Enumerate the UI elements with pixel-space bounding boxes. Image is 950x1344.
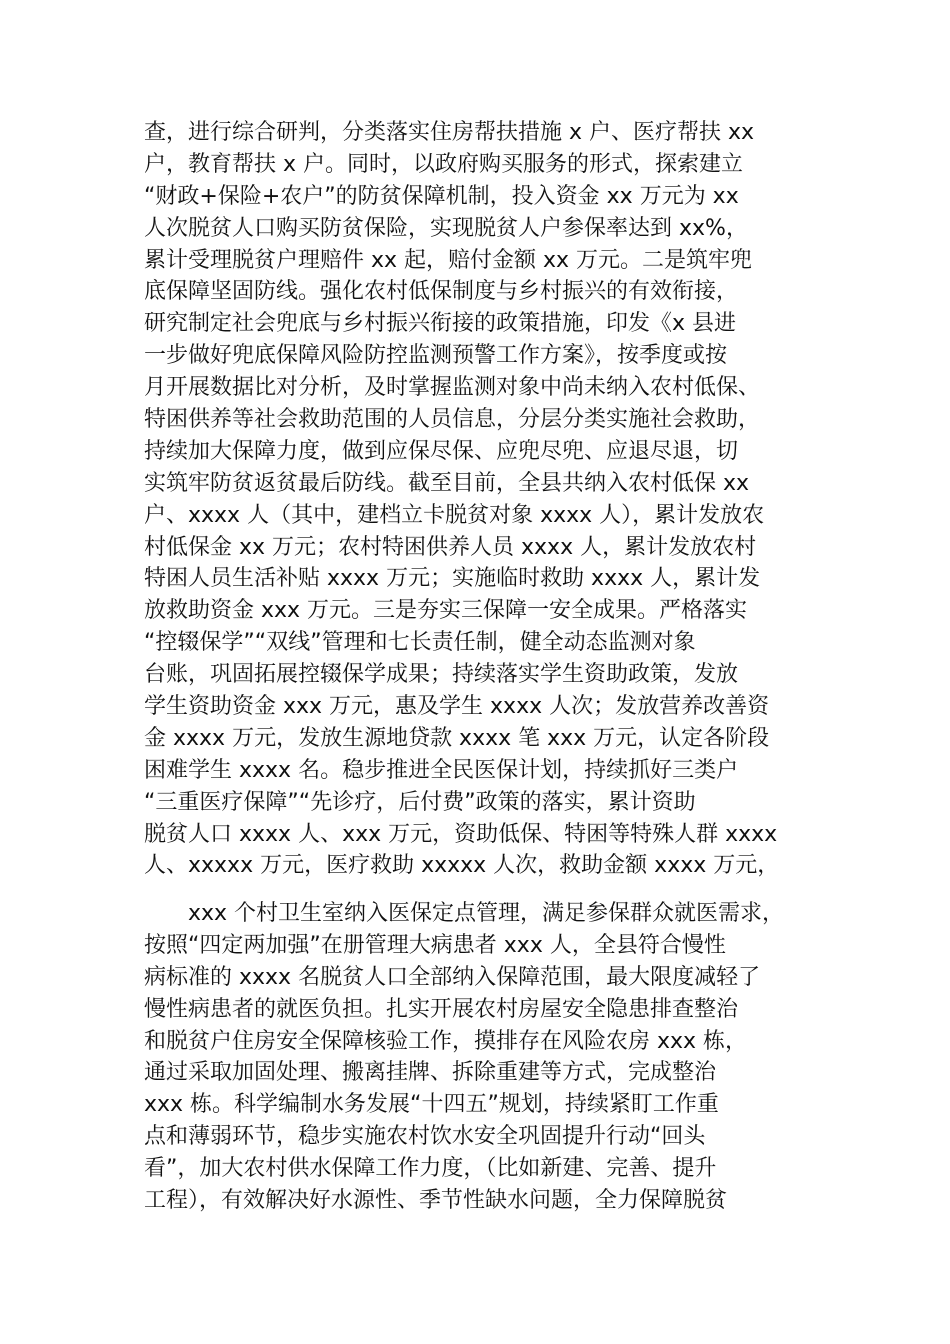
text-line: 台账，巩固拓展控辍保学成果；持续落实学生资助政策，发放 [144,662,739,688]
paragraph-xxx-village-clinics [144,898,824,1217]
text-line: xxx 栋。科学编制水务发展“十四五”规划，持续紧盯工作重 [144,1092,719,1118]
text-line: xxx 个村卫生室纳入医保定点管理，满足参保群众就医需求， [144,901,785,926]
text-line: 工程），有效解决好水源性、季节性缺水问题，全力保障脱贫 [144,1188,728,1214]
paragraph-continuation [144,117,824,882]
text-line: “控辍保学”“双线”管理和七长责任制，健全动态监测对象 [144,630,696,656]
text-line: 放救助资金 xxx 万元。三是夯实三保障一安全成果。严格落实 [144,598,748,624]
text-line: 一步做好兜底保障风险防控监测预警工作方案》，按季度或按 [144,343,728,369]
text-line: “三重医疗保障”“先诊疗，后付费”政策的落实，累计资助 [144,789,696,815]
text-line: 人、xxxxx 万元，医疗救助 xxxxx 人次，救助金额 xxxx 万元， [144,853,780,879]
text-line: 通过采取加固处理、搬离挂牌、拆除重建等方式，完成整治 [144,1060,717,1086]
text-line: 特困人员生活补贴 xxxx 万元；实施临时救助 xxxx 人，累计发 [144,566,761,592]
text-line: 户、xxxx 人（其中，建档立卡脱贫对象 xxxx 人），累计发放农 [144,502,765,528]
text-line: 和脱贫户住房安全保障核验工作，摸排存在风险农房 xxx 栋， [144,1028,748,1054]
text-line: 脱贫人口 xxxx 人、xxx 万元，资助低保、特困等特殊人群 xxxx [144,821,778,847]
text-line: 看”，加大农村供水保障工作力度，（比如新建、完善、提升 [144,1156,717,1182]
text-line: 查，进行综合研判，分类落实住房帮扶措施 x 户、医疗帮扶 xx [144,120,755,145]
text-line: 实筑牢防贫返贫最后防线。截至目前，全县共纳入农村低保 xx [144,470,750,496]
text-line: 困难学生 xxxx 名。稳步推进全民医保计划，持续抓好三类户 [144,757,739,783]
text-line: 点和薄弱环节，稳步实施农村饮水安全巩固提升行动“回头 [144,1124,706,1150]
text-line: 慢性病患者的就医负担。扎实开展农村房屋安全隐患排查整治 [144,996,739,1022]
text-line: 学生资助资金 xxx 万元，惠及学生 xxxx 人次；发放营养改善资 [144,694,770,720]
text-line: 按照“四定两加强”在册管理大病患者 xxx 人，全县符合慢性 [144,932,726,958]
text-line: 病标准的 xxxx 名脱贫人口全部纳入保障范围，最大限度减轻了 [144,964,761,990]
text-line: 金 xxxx 万元，发放生源地贷款 xxxx 笔 xxx 万元，认定各阶段 [144,725,770,751]
text-line: 户，教育帮扶 x 户。同时，以政府购买服务的形式，探索建立 [144,151,744,177]
text-line: 持续加大保障力度，做到应保尽保、应兜尽兜、应退尽退，切 [144,438,739,464]
text-line: 累计受理脱贫户理赔件 xx 起，赔付金额 xx 万元。二是筑牢兜 [144,247,753,273]
text-line: “财政+保险+农户”的防贫保障机制，投入资金 xx 万元为 xx [144,183,739,209]
text-line: 研究制定社会兜底与乡村振兴衔接的政策措施，印发《x 县进 [144,311,737,337]
text-line: 月开展数据比对分析，及时掌握监测对象中尚未纳入农村低保、 [144,375,761,401]
text-line: 人次脱贫人口购买防贫保险，实现脱贫人户参保率达到 xx%， [144,215,748,241]
text-line: 底保障坚固防线。强化农村低保制度与乡村振兴的有效衔接， [144,279,739,305]
text-line: 村低保金 xx 万元；农村特困供养人员 xxxx 人，累计发放农村 [144,534,757,560]
text-line: 特困供养等社会救助范围的人员信息，分层分类实施社会救助， [144,407,761,433]
